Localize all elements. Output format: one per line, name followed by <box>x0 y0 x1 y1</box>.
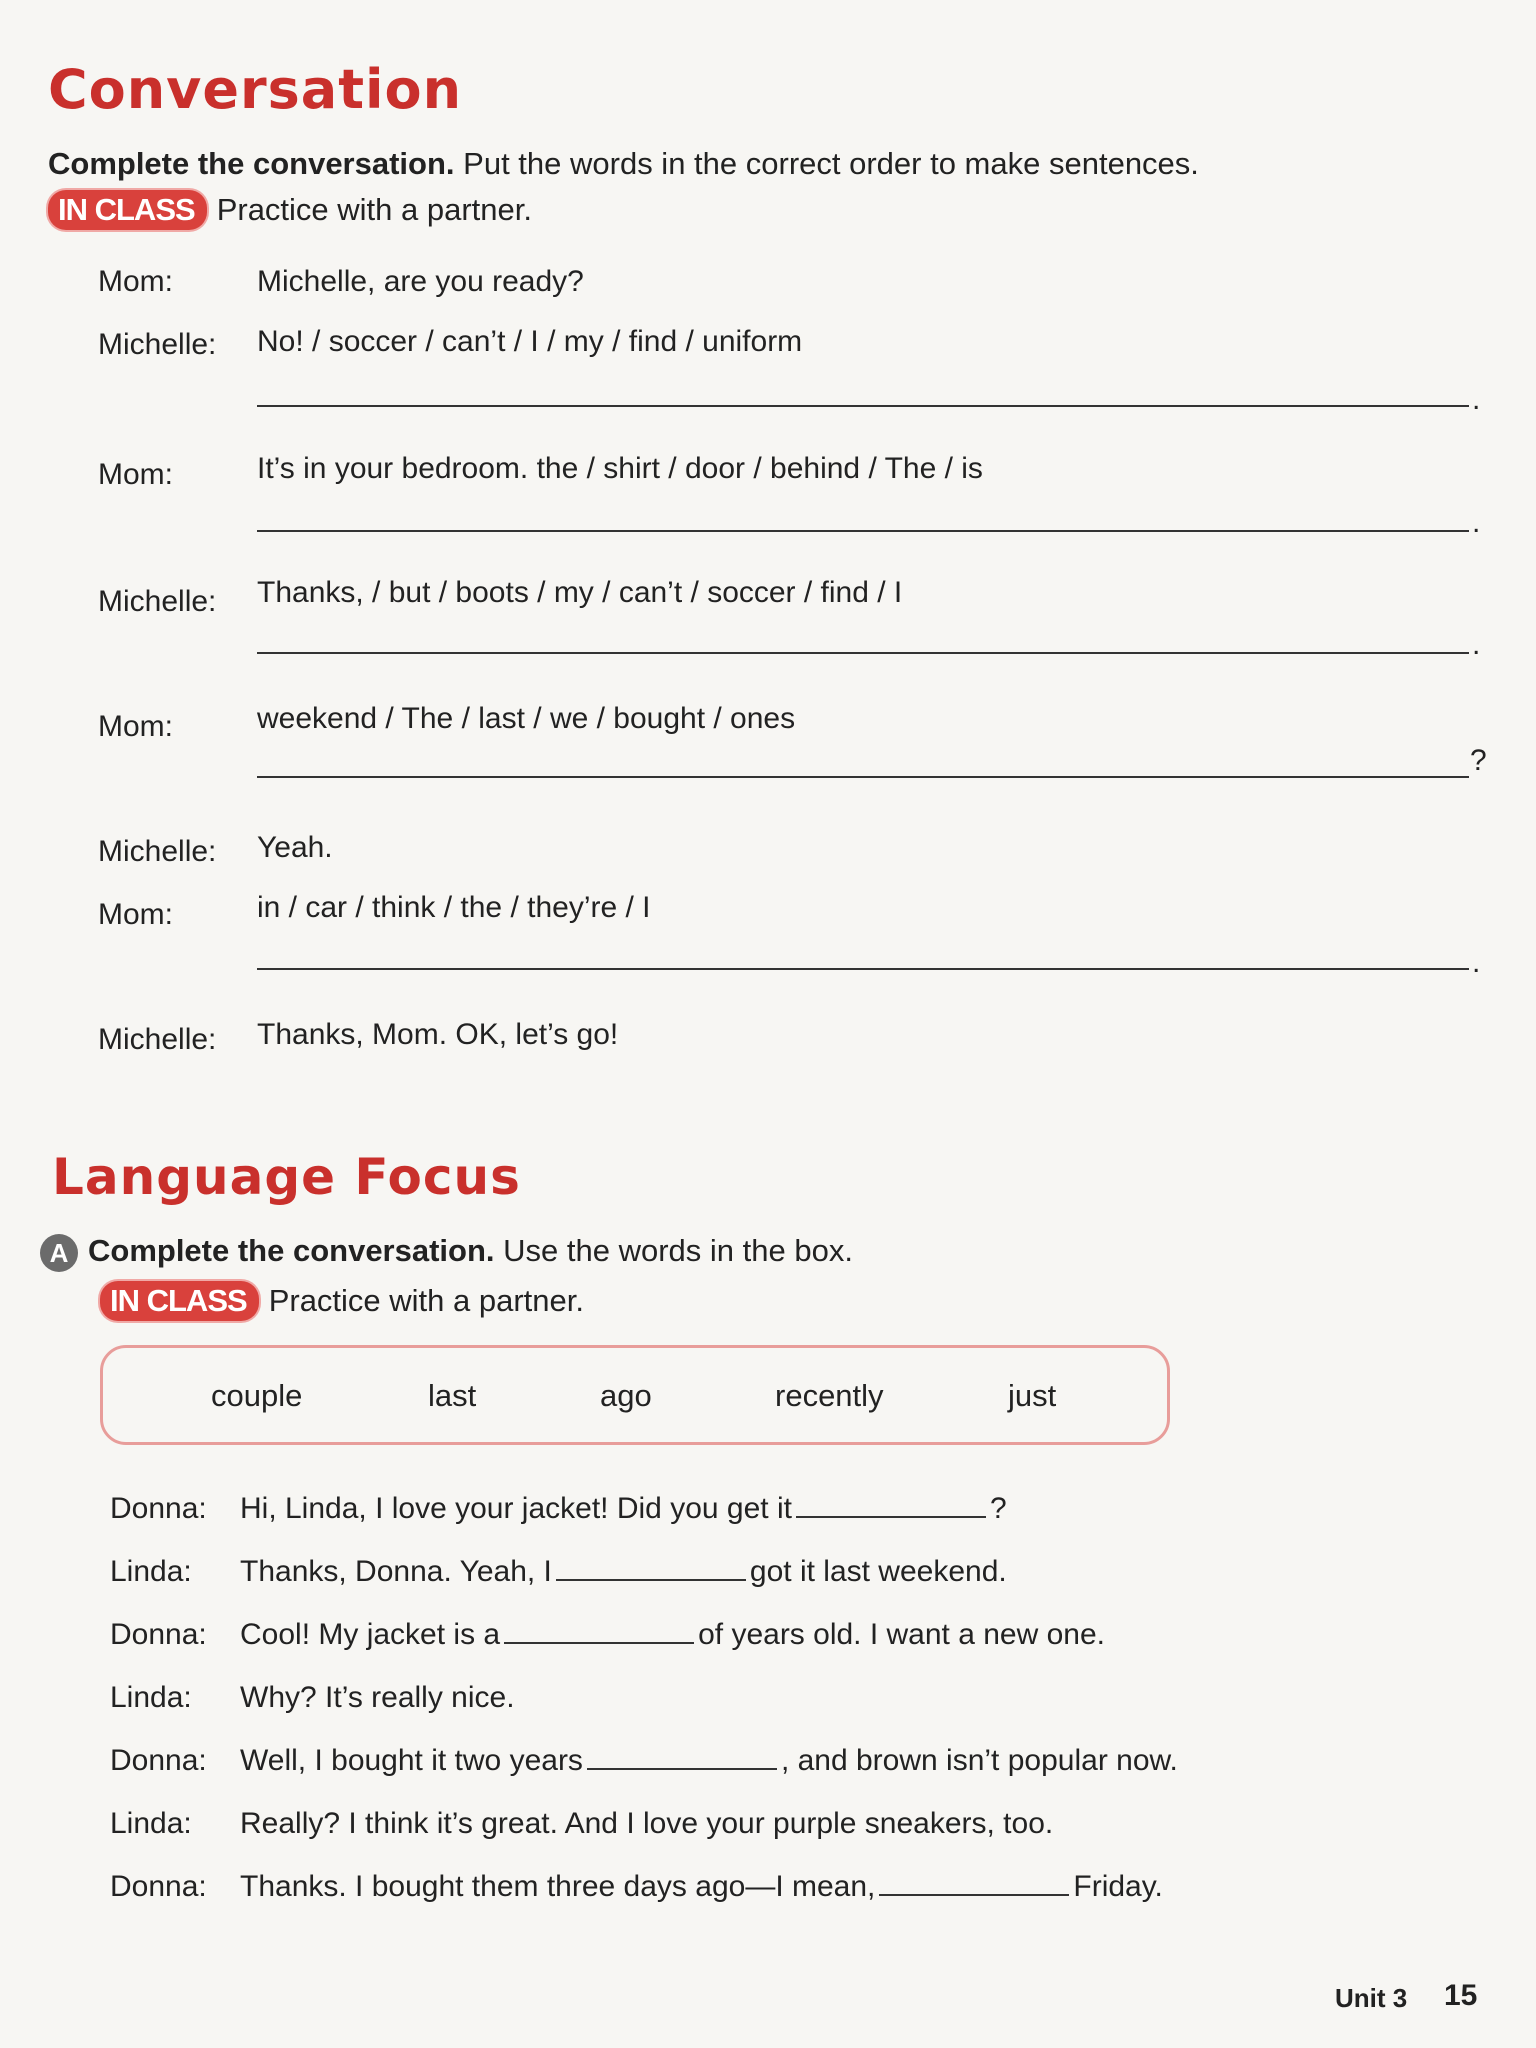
answer-blank[interactable] <box>587 1742 777 1770</box>
speech-after: , and brown isn’t popular now. <box>780 1744 1178 1777</box>
answer-blank[interactable] <box>879 1868 1069 1896</box>
answer-line[interactable] <box>257 776 1469 778</box>
dialogue-line <box>0 1741 1536 1781</box>
speaker: Michelle: <box>98 1023 217 1056</box>
speaker: Michelle: <box>98 835 217 868</box>
speaker: Donna: <box>110 1870 207 1903</box>
speaker: Donna: <box>110 1618 207 1651</box>
end-punctuation: . <box>1472 506 1481 539</box>
speech: Why? It’s really nice. <box>240 1681 515 1714</box>
unit-label: Unit 3 <box>1335 1983 1408 2013</box>
word-box-item: just <box>1008 1378 1057 1413</box>
word-box-item: last <box>428 1378 477 1413</box>
conversation-instruction <box>48 144 1199 184</box>
instruction-bold: Complete the conversation. <box>48 146 455 181</box>
speech: Thanks, Mom. OK, let’s go! <box>257 1018 619 1051</box>
language-focus-instruction <box>40 1231 853 1272</box>
end-punctuation: . <box>1472 946 1481 979</box>
speech-before: Thanks, Donna. Yeah, I <box>240 1555 552 1588</box>
dialogue-line <box>0 1867 1536 1907</box>
scrambled-words: Thanks, / but / boots / my / can’t / soccer / find / I <box>257 576 903 609</box>
speaker: Mom: <box>98 265 173 298</box>
speaker: Michelle: <box>98 585 217 618</box>
speech <box>240 1615 1105 1655</box>
speaker: Donna: <box>110 1744 207 1777</box>
speech-after: Friday. <box>1073 1870 1163 1903</box>
answer-blank[interactable] <box>504 1616 694 1644</box>
speech-before: Hi, Linda, I love your jacket! Did you get it <box>240 1492 792 1525</box>
speaker: Linda: <box>110 1555 192 1588</box>
instruction-rest: Use the words in the box. <box>503 1233 853 1268</box>
dialogue-line <box>0 1615 1536 1655</box>
practice-text: Practice with a partner. <box>268 1283 585 1318</box>
instruction-bold: Complete the conversation. <box>88 1233 495 1268</box>
speech <box>240 1867 1163 1907</box>
speech <box>240 1741 1178 1781</box>
speaker: Michelle: <box>98 328 217 361</box>
speech-before: Thanks. I bought them three days ago—I mean, <box>240 1870 876 1903</box>
speaker: Linda: <box>110 1681 192 1714</box>
speaker: Mom: <box>98 898 173 931</box>
speech-after: of years old. I want a new one. <box>698 1618 1105 1651</box>
page-number: 15 <box>1444 1979 1478 2012</box>
answer-line[interactable] <box>257 405 1469 407</box>
speech-before: Well, I bought it two years <box>240 1744 583 1777</box>
scrambled-words: in / car / think / the / they’re / I <box>257 891 651 924</box>
speech: Yeah. <box>257 831 333 864</box>
dialogue-line <box>0 1489 1536 1529</box>
speaker: Donna: <box>110 1492 207 1525</box>
in-class-badge: IN CLASS <box>100 1281 259 1321</box>
speech: Really? I think it’s great. And I love your purple sneakers, too. <box>240 1807 1054 1840</box>
language-focus-practice <box>100 1281 584 1321</box>
dialogue-line <box>0 1804 1536 1844</box>
instruction-rest: Put the words in the correct order to make sentences. <box>463 146 1199 181</box>
speaker: Mom: <box>98 710 173 743</box>
speech <box>240 1552 1007 1592</box>
speaker: Mom: <box>98 458 173 491</box>
speech: Michelle, are you ready? <box>257 265 584 298</box>
conversation-practice <box>48 190 532 230</box>
speech-before: Cool! My jacket is a <box>240 1618 501 1651</box>
end-punctuation: . <box>1472 628 1481 661</box>
answer-line[interactable] <box>257 968 1469 970</box>
word-box-item: couple <box>211 1378 303 1413</box>
language-focus-title: Language Focus <box>52 1148 521 1206</box>
exercise-letter-badge: A <box>40 1234 78 1272</box>
speech-after: got it last weekend. <box>749 1555 1007 1588</box>
dialogue-line <box>0 1552 1536 1592</box>
scrambled-words: It’s in your bedroom. the / shirt / door / behind / The / is <box>257 452 983 485</box>
answer-line[interactable] <box>257 652 1469 654</box>
scrambled-words: weekend / The / last / we / bought / ones <box>257 702 796 735</box>
end-punctuation: ? <box>1470 744 1487 777</box>
conversation-title: Conversation <box>48 58 463 121</box>
answer-blank[interactable] <box>796 1490 986 1518</box>
end-punctuation: . <box>1472 383 1481 416</box>
word-box-item: ago <box>600 1378 652 1413</box>
speech-after: ? <box>989 1492 1007 1525</box>
word-box <box>100 1345 1170 1445</box>
speech <box>240 1489 1007 1529</box>
practice-text: Practice with a partner. <box>216 192 533 227</box>
in-class-badge: IN CLASS <box>48 190 207 230</box>
dialogue-line <box>0 1678 1536 1718</box>
scrambled-words: No! / soccer / can’t / I / my / find / uniform <box>257 325 803 358</box>
word-box-item: recently <box>775 1378 884 1413</box>
speaker: Linda: <box>110 1807 192 1840</box>
answer-line[interactable] <box>257 530 1469 532</box>
answer-blank[interactable] <box>556 1553 746 1581</box>
